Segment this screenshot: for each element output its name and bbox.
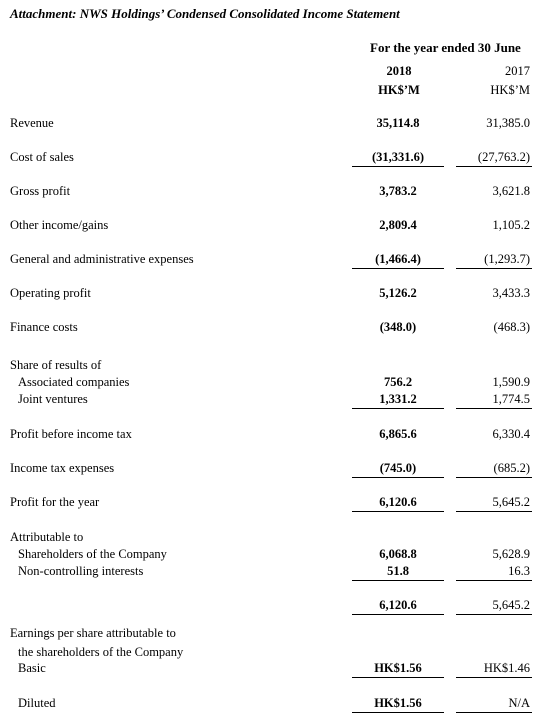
row-heading-attributable: Attributable to xyxy=(10,530,84,544)
row-label-operating-profit: Operating profit xyxy=(10,286,91,300)
value-2018-general-admin: (1,466.4) xyxy=(375,252,421,266)
row-label-profit-for-year: Profit for the year xyxy=(10,495,100,509)
underline-2017 xyxy=(456,477,532,478)
value-2017-gross-profit: 3,621.8 xyxy=(492,184,530,198)
underline-2018 xyxy=(352,677,444,678)
value-2018-operating-profit: 5,126.2 xyxy=(379,286,417,300)
row-heading-eps-2: the shareholders of the Company xyxy=(18,645,184,659)
value-2017-operating-profit: 3,433.3 xyxy=(492,286,530,300)
underline-2018 xyxy=(352,580,444,581)
year-2018-heading: 2018 xyxy=(386,64,412,78)
value-2018-finance-costs: (348.0) xyxy=(379,320,417,334)
underline-2018 xyxy=(352,408,444,409)
row-label-gross-profit: Gross profit xyxy=(10,184,71,198)
value-2017-profit-for-year: 5,645.2 xyxy=(492,495,530,509)
underline-2017 xyxy=(456,614,532,615)
value-2017-diluted: N/A xyxy=(508,696,530,710)
underline-2017 xyxy=(456,677,532,678)
underline-2018 xyxy=(352,477,444,478)
underline-2017 xyxy=(456,580,532,581)
underline-2017 xyxy=(456,268,532,269)
value-2018-profit-for-year: 6,120.6 xyxy=(379,495,417,509)
row-heading-share-of-results: Share of results of xyxy=(10,358,102,372)
value-2017-general-admin: (1,293.7) xyxy=(484,252,530,266)
value-2017-basic: HK$1.46 xyxy=(483,661,530,675)
value-2017-joint-ventures: 1,774.5 xyxy=(492,392,530,406)
row-label-associated: Associated companies xyxy=(18,375,130,389)
underline-2017 xyxy=(456,712,532,713)
row-label-joint-ventures: Joint ventures xyxy=(18,392,88,406)
value-2018-diluted: HK$1.56 xyxy=(374,696,422,710)
underline-2018 xyxy=(352,166,444,167)
value-2017-non-controlling: 16.3 xyxy=(508,564,530,578)
value-2018-gross-profit: 3,783.2 xyxy=(379,184,417,198)
underline-2017 xyxy=(456,408,532,409)
underline-2017 xyxy=(456,166,532,167)
document-title: Attachment: NWS Holdings’ Condensed Consolidated Income Statement xyxy=(10,6,400,21)
row-label-shareholders: Shareholders of the Company xyxy=(18,547,167,561)
row-label-general-admin: General and administrative expenses xyxy=(10,252,194,266)
value-2018-revenue: 35,114.8 xyxy=(376,116,420,130)
row-heading-eps-1: Earnings per share attributable to xyxy=(10,626,176,640)
row-label-finance-costs: Finance costs xyxy=(10,320,78,334)
value-2018-income-tax: (745.0) xyxy=(379,461,417,475)
period-heading: For the year ended 30 June xyxy=(370,40,521,55)
row-label-cost-of-sales: Cost of sales xyxy=(10,150,74,164)
underline-2018 xyxy=(352,712,444,713)
value-2017-associated: 1,590.9 xyxy=(492,375,530,389)
underline-2018 xyxy=(352,268,444,269)
value-2018-associated: 756.2 xyxy=(383,375,413,389)
value-2018-attributable-total: 6,120.6 xyxy=(379,598,417,612)
unit-2018-heading: HK$’M xyxy=(378,83,420,97)
row-label-diluted: Diluted xyxy=(18,696,56,710)
row-label-profit-before-tax: Profit before income tax xyxy=(10,427,132,441)
value-2018-joint-ventures: 1,331.2 xyxy=(379,392,417,406)
value-2018-profit-before-tax: 6,865.6 xyxy=(379,427,417,441)
value-2017-shareholders: 5,628.9 xyxy=(492,547,530,561)
value-2018-other-income: 2,809.4 xyxy=(379,218,417,232)
value-2018-non-controlling: 51.8 xyxy=(387,564,409,578)
unit-2017-heading: HK$’M xyxy=(490,83,530,97)
value-2017-other-income: 1,105.2 xyxy=(492,218,530,232)
value-2018-cost-of-sales: (31,331.6) xyxy=(371,150,425,164)
underline-2018 xyxy=(352,511,444,512)
row-label-non-controlling: Non-controlling interests xyxy=(18,564,144,578)
value-2017-revenue: 31,385.0 xyxy=(486,116,530,130)
value-2018-shareholders: 6,068.8 xyxy=(379,547,417,561)
underline-2018 xyxy=(352,614,444,615)
row-label-other-income: Other income/gains xyxy=(10,218,109,232)
value-2017-income-tax: (685.2) xyxy=(493,461,530,475)
underline-2017 xyxy=(456,511,532,512)
row-label-revenue: Revenue xyxy=(10,116,54,130)
value-2017-attributable-total: 5,645.2 xyxy=(492,598,530,612)
row-label-income-tax: Income tax expenses xyxy=(10,461,115,475)
value-2017-finance-costs: (468.3) xyxy=(493,320,530,334)
row-label-basic: Basic xyxy=(18,661,46,675)
value-2017-profit-before-tax: 6,330.4 xyxy=(492,427,530,441)
value-2018-basic: HK$1.56 xyxy=(374,661,422,675)
value-2017-cost-of-sales: (27,763.2) xyxy=(477,150,530,164)
year-2017-heading: 2017 xyxy=(505,64,530,78)
